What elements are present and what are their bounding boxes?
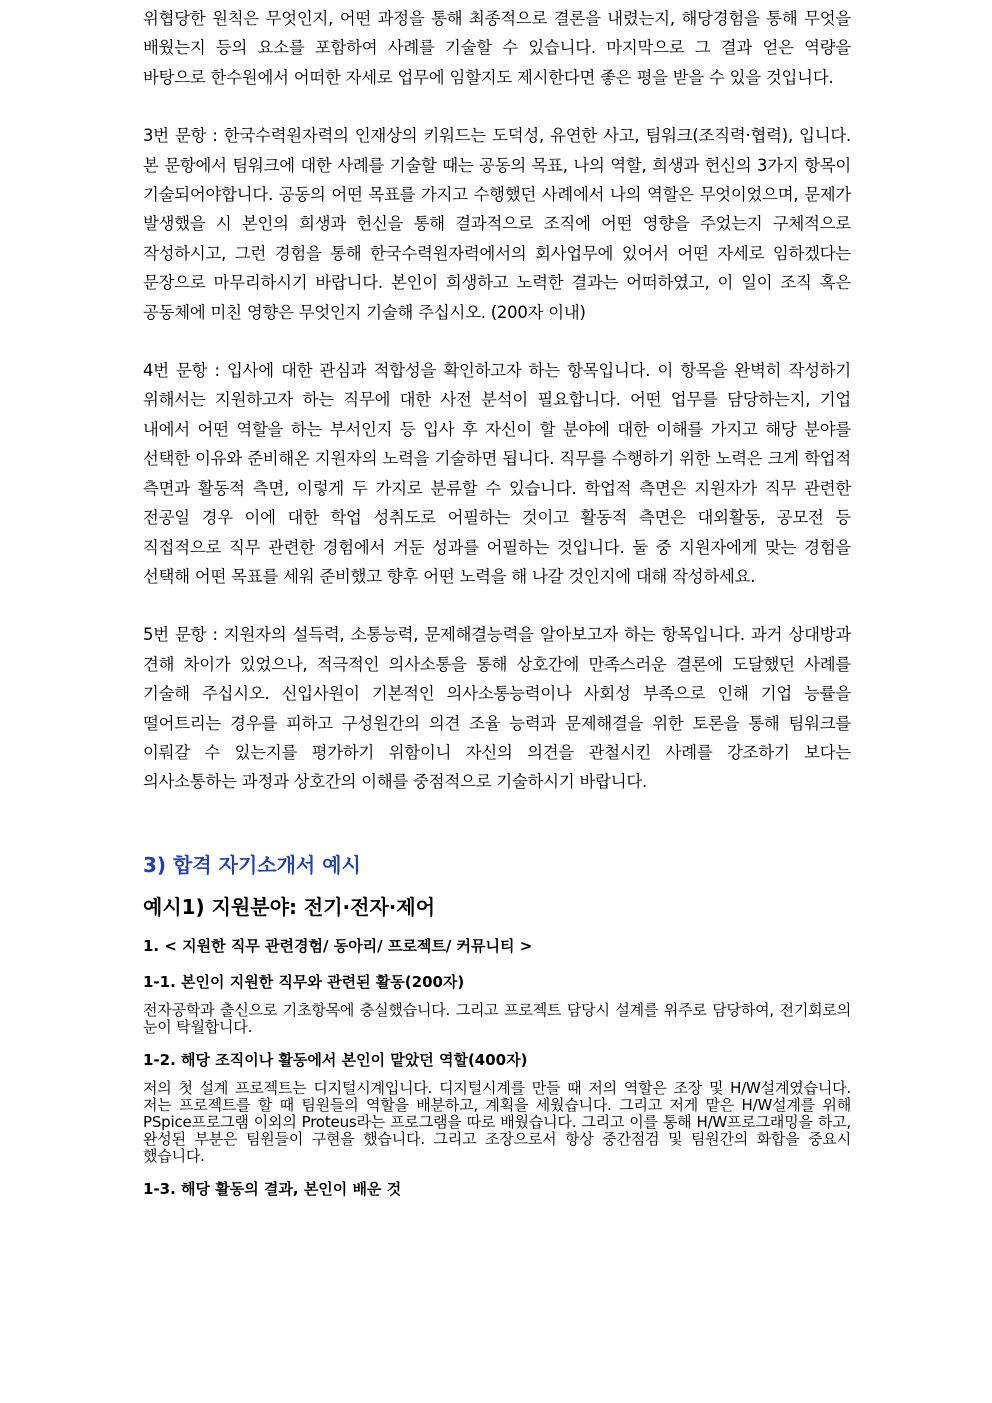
item-1-2-heading: 1-2. 해당 조직이나 활동에서 본인이 맡았던 역할(400자) — [143, 1051, 528, 1070]
paragraph-intro: 위협당한 원칙은 무엇인지, 어떤 과정을 통해 최종적으로 결론을 내렸는지, 해당경험을 통해 무엇을 배웠는지 등의 요소를 포함하여 사례를 기술할 수 있습니다. 마지막으로 그 결과 얻은 역량을 바탕으로 한수원에서 어떠한 자세로 업무에 임할지도 제시한다면 좋은 평을 받을 수 있을 것입니다. — [143, 9, 851, 87]
item-1-2-answer: 저의 첫 설계 프로젝트는 디지털시계입니다. 디지털시계를 만들 때 저의 역할은 조장 및 H/W설계였습니다. 저는 프로젝트를 할 때 팀원들의 역할을 배분하고, 계획을 세웠습니다. 그리고 저게 맡은 H/W설계를 위해 PSpice프로그램 이외의 Proteus라는 프로그램을 따로 배웠습니다. 그리고 이를 통해 H/W프로그래밍을 하고, 완성된 부분은 팀원들이 구현을 했습니다. 그리고 조장으로서 항상 중간점검 및 팀원간의 화합을 중요시 했습니다. — [143, 1079, 851, 1165]
item-1-heading: 1. < 지원한 직무 관련경험/ 동아리/ 프로젝트/ 커뮤니티 > — [143, 936, 533, 955]
paragraph-question-5: 5번 문항 : 지원자의 설득력, 소통능력, 문제해결능력을 알아보고자 하는 항목입니다. 과거 상대방과 견해 차이가 있었으나, 적극적인 의사소통을 통해 상호간에 만족스러운 결론에 도달했던 사례를 기술해 주십시오. 신입사원이 기본적인 의사소통능력이나 사회성 부족으로 인해 기업 능률을 떨어트리는 경우를 피하고 구성원간의 의견 조율 능력과 문제해결을 위한 토론을 통해 팀워크를 이뤄갈 수 있는지를 평가하기 위함이니 자신의 의견을 관철시킨 사례를 강조하기 보다는 의사소통하는 과정과 상호간의 이해를 중점적으로 기술하시기 바랍니다. — [143, 625, 851, 792]
item-1-1-answer: 전자공학과 출신으로 기초항목에 충실했습니다. 그리고 프로젝트 담당시 설계를 위주로 담당하여, 전기회로의 눈이 탁월합니다. — [143, 1000, 851, 1036]
item-1-1-heading: 1-1. 본인이 지원한 직무와 관련된 활동(200자) — [143, 972, 465, 991]
item-1-3-heading: 1-3. 해당 활동의 결과, 본인이 배운 것 — [143, 1180, 402, 1199]
section-heading: 3) 합격 자기소개서 예시 — [143, 852, 361, 877]
paragraph-question-4: 4번 문항 : 입사에 대한 관심과 적합성을 확인하고자 하는 항목입니다. 이 항목을 완벽히 작성하기 위해서는 지원하고자 하는 직무에 대한 사전 분석이 필요합니다. 어떤 업무를 담당하는지, 기업 내에서 어떤 역할을 하는 부서인지 등 입사 후 자신이 할 분야에 대한 이해를 가지고 해당 분야를 선택한 이유와 준비해온 지원자의 노력을 기술하면 됩니다. 직무를 수행하기 위한 노력은 크게 학업적 측면과 활동적 측면, 이렇게 두 가지로 분류할 수 있습니다. 학업적 측면은 지원자가 직무 관련한 전공일 경우 이에 대한 학업 성취도로 어필하는 것이고 활동적 측면은 대외활동, 공모전 등 직접적으로 직무 관련한 경험에서 거둔 성과를 어필하는 것입니다. 둘 중 지원자에게 맞는 경험을 선택해 어떤 목표를 세워 준비했고 향후 어떤 노력을 해 나갈 것인지에 대해 작성하세요. — [143, 361, 851, 586]
paragraph-question-3: 3번 문항 : 한국수력원자력의 인재상의 키워드는 도덕성, 유연한 사고, 팀워크(조직력·협력), 입니다. 본 문항에서 팀워크에 대한 사례를 기술할 때는 공동의 목표, 나의 역할, 희생과 헌신의 3가지 항목이 기술되어야합니다. 공동의 어떤 목표를 가지고 수행했던 사례에서 나의 역할은 무엇이었으며, 문제가 발생했을 시 본인의 희생과 헌신을 통해 결과적으로 조직에 어떤 영향을 주었는지 구체적으로 작성하시고, 그런 경험을 통해 한국수력원자력에서의 회사업무에 있어서 어떤 자세로 임하겠다는 문장으로 마무리하시기 바랍니다. 본인이 희생하고 노력한 결과는 어떠하였고, 이 일이 조직 혹은 공동체에 미친 영향은 무엇인지 기술해 주십시오. (200자 이내) — [143, 126, 851, 322]
example-title: 예시1) 지원분야: 전기·전자·제어 — [143, 894, 436, 919]
document-page — [143, 0, 851, 1200]
